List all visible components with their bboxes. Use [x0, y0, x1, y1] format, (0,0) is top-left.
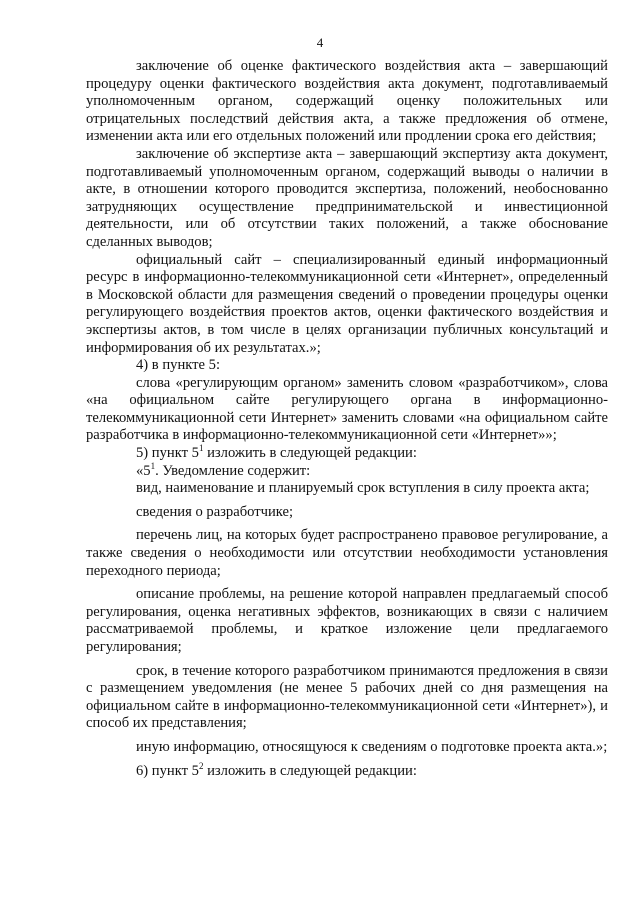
notice-contents-heading: «$5^1$. Уведомление содержит: [136, 460, 311, 479]
notice-item-deadline: срок, в течение которого разработчиком принимаются предложения в связи с размещением уведомления (не менее 5 рабочих дней со дня размещения на официальном сайте в информационно-телекоммуникационной сети «Интернет»), и способ их представления; [86, 662, 608, 732]
item-4-heading: 4) в пункте 5: [136, 357, 221, 374]
notice-item-type: вид, наименование и планируемый срок вступления в силу проекта акта; [136, 480, 590, 497]
notice-item-developer: сведения о разработчике; [136, 503, 294, 520]
notice-item-other: иную информацию, относящуюся к сведениям о подготовке проекта акта.»; [136, 738, 608, 755]
item-6-heading: 6) пункт $5^2$ изложить в следующей редакции: [136, 760, 417, 779]
definition-official-site: официальный сайт – специализированный единый информационный ресурс в информационно-телекоммуникационной сети «Интернет», определенный в Московской области для размещения сведений о проведении процедуры оценки регулирующего воздействия проектов актов, оценки фактического воздействия и экспертизы актов, в том числе в целях организации публичных консультаций и информирования об их результатах.»; [86, 251, 608, 356]
item-5-heading: 5) пункт $5^1$ изложить в следующей редакции: [136, 443, 417, 462]
item-4-text: слова «регулирующим органом» заменить словом «разработчиком», слова «на официальном сайте регулирующего органа в информационно-телекоммуникационной сети Интернет» заменить словами «на официальном сайте разработчика в информационно-телекоммуникационной сети «Интернет»»; [86, 374, 608, 444]
notice-item-problem: описание проблемы, на решение которой направлен предлагаемый способ регулирования, оценка негативных эффектов, возникающих в связи с наличием рассматриваемой проблемы, и краткое изложение цели предлагаемого регулирования; [86, 586, 608, 655]
definition-expertise-conclusion: заключение об экспертизе акта – завершающий экспертизу акта документ, подготавливаемый уполномоченным органом, содержащий выводы о наличии в акте, в отношении которого проводится экспертиза, положений, необоснованно затрудняющих осуществление предпринимательской и инвестиционной деятельности, или об отсутствии таких положений, а также обоснование сделанных выводов; [86, 145, 608, 250]
notice-item-persons: перечень лиц, на которых будет распространено правовое регулирование, а также сведения о необходимости или отсутствии необходимости установления переходного периода; [86, 527, 608, 579]
document-body [86, 58, 608, 780]
page-number: 4 [316, 35, 324, 50]
definition-fact-impact-conclusion: заключение об оценке фактического воздействия акта – завершающий процедуру оценки фактического воздействия акта документ, подготавливаемый уполномоченным органом, содержащий оценку положительных или отрицательных последствий действия акта, а также предложения об отмене, изменении акта или его отдельных положений или продлении срока его действия; [86, 58, 608, 145]
